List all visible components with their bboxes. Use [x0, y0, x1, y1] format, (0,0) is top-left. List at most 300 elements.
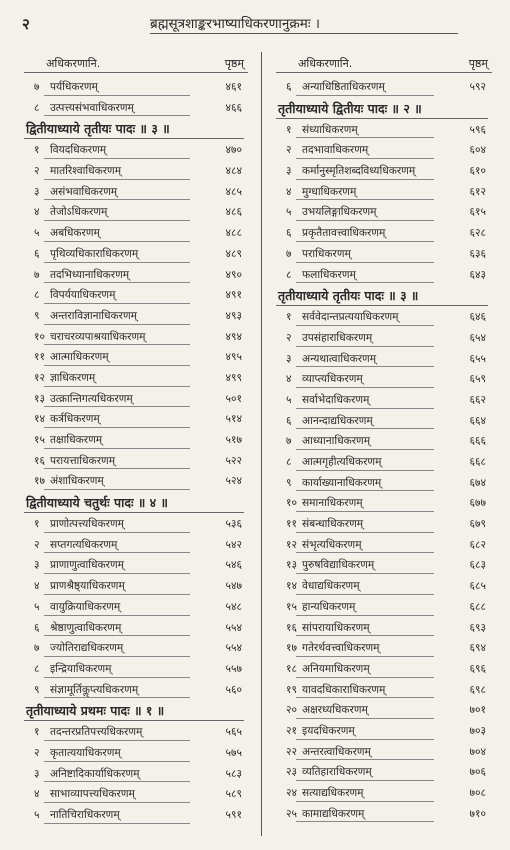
row-rule	[44, 532, 190, 533]
item-number: ६	[34, 621, 40, 634]
item-number: १०	[34, 330, 46, 343]
row-rule	[296, 821, 434, 822]
item-page: ५७५	[225, 746, 242, 759]
item-name: उत्पत्त्यसंभवाधिकरणम्	[50, 101, 134, 114]
item-page: ६८५	[469, 580, 486, 593]
item-number: १२	[34, 371, 46, 384]
column-header-name: अधिकरणानि.	[298, 57, 353, 70]
item-number: २३	[286, 766, 298, 779]
row-rule	[296, 262, 434, 263]
item-page: ६७९	[469, 518, 486, 531]
list-item	[276, 783, 492, 804]
item-number: ७	[34, 642, 40, 655]
list-item	[24, 659, 248, 680]
left-items-c	[24, 514, 248, 700]
row-rule	[296, 158, 434, 159]
row-rule	[44, 158, 190, 159]
item-page: ४९१	[225, 289, 242, 302]
item-number: ८	[286, 456, 292, 468]
row-rule	[296, 739, 434, 740]
item-number: ४	[286, 185, 292, 198]
item-name: उत्क्रान्तिगत्यधिकरणम्	[50, 392, 133, 405]
item-page: ५६०	[225, 683, 242, 696]
item-number: १७	[286, 642, 298, 655]
list-item	[276, 721, 492, 742]
item-page: ५४८	[225, 600, 242, 613]
row-rule	[44, 344, 190, 345]
row-rule	[44, 823, 190, 824]
row-rule	[44, 179, 190, 180]
list-item	[24, 347, 248, 368]
item-number: ११	[286, 518, 298, 531]
item-page: ४६१	[225, 81, 242, 93]
list-item	[24, 576, 248, 597]
item-page: ६६८	[469, 456, 486, 468]
row-rule	[44, 282, 190, 283]
list-item	[276, 762, 492, 783]
item-name: समानाधिकरणम्	[302, 497, 363, 510]
right-column	[276, 52, 492, 824]
right-items-c	[276, 307, 492, 824]
row-rule	[296, 532, 434, 533]
item-name: संध्याधिकरणम्	[302, 123, 358, 136]
item-page: ५५४	[225, 621, 242, 634]
item-name: अन्तरत्वाधिकरणम्	[302, 745, 371, 758]
row-rule	[44, 781, 190, 782]
list-item	[276, 182, 492, 203]
item-number: १५	[34, 434, 46, 446]
list-item	[276, 328, 492, 349]
section-title: द्वितीयाध्याये चतुर्थः पादः ॥ ४ ॥	[26, 495, 169, 511]
row-rule	[296, 179, 434, 180]
item-number: १६	[286, 621, 298, 634]
item-page: ६६२	[469, 393, 486, 406]
right-items-a	[276, 77, 492, 98]
item-page: ६९४	[469, 642, 486, 655]
left-items-d	[24, 722, 248, 825]
item-number: १४	[34, 413, 46, 426]
list-item	[276, 700, 492, 721]
item-name: आध्यानाधिकरणम्	[302, 435, 371, 448]
row-rule	[44, 552, 190, 553]
item-name: अन्यथात्वाधिकरणम्	[302, 352, 377, 365]
list-item	[24, 555, 248, 576]
item-name: व्यतिहाराधिकरणम्	[302, 766, 372, 779]
row-rule	[296, 759, 434, 760]
item-number: २	[34, 746, 40, 759]
item-name: पर्यधिकरणम्	[50, 81, 98, 93]
item-name: संज्ञामूर्तिकॢप्त्यधिकरणम्	[50, 683, 139, 696]
row-rule	[296, 697, 434, 698]
item-name: ज्योतिराद्यधिकरणम्	[50, 642, 124, 655]
item-name: उभयलिङ्गाधिकरणम्	[302, 206, 377, 219]
list-item	[24, 680, 248, 701]
item-page: ६८३	[469, 559, 486, 572]
item-name: प्राणश्रैष्ठ्याधिकरणम्	[50, 580, 125, 593]
item-name: इन्द्रियाधिकरणम्	[50, 662, 112, 675]
item-number: १	[286, 311, 292, 324]
left-items-a	[24, 77, 248, 118]
page-header	[0, 14, 510, 38]
item-name: आनन्दाद्यधिकरणम्	[302, 414, 373, 427]
row-rule	[296, 241, 434, 242]
row-rule	[44, 220, 190, 221]
right-column-header	[276, 52, 492, 73]
item-page: ६२८	[469, 227, 486, 240]
list-item	[276, 349, 492, 370]
item-name: सप्तगत्यधिकरणम्	[50, 538, 118, 551]
item-number: २०	[286, 704, 298, 717]
item-name: तदभावाधिकरणम्	[302, 144, 369, 157]
list-item	[276, 202, 492, 223]
item-number: १२	[286, 538, 298, 551]
item-page: ४६६	[225, 101, 242, 114]
list-item	[24, 368, 248, 389]
row-rule	[296, 573, 434, 574]
item-page: ६९८	[469, 683, 486, 696]
item-name: अन्तराविज्ञानाधिकरणम्	[50, 309, 137, 322]
item-name: पराधिकरणम्	[302, 247, 351, 260]
row-rule	[44, 448, 190, 449]
item-page: ६७४	[469, 476, 486, 489]
item-number: ९	[34, 309, 40, 322]
row-rule	[44, 656, 190, 657]
list-item	[276, 265, 492, 286]
row-rule	[44, 115, 190, 116]
item-number: ८	[286, 268, 292, 281]
list-item	[276, 223, 492, 244]
list-item	[276, 742, 492, 763]
item-number: ५	[34, 809, 40, 821]
item-number: ९	[34, 683, 40, 696]
item-number: ३	[34, 767, 40, 780]
item-number: ११	[34, 351, 46, 364]
item-name: हान्यधिकरणम्	[302, 600, 356, 613]
item-name: कर्त्रधिकरणम्	[50, 413, 100, 426]
row-rule	[44, 615, 190, 616]
item-number: १०	[286, 497, 298, 510]
page-number: २	[22, 15, 30, 33]
list-item	[24, 202, 248, 223]
list-item	[276, 804, 492, 825]
list-item	[276, 493, 492, 514]
item-page: ५१४	[225, 413, 242, 426]
row-rule	[44, 324, 190, 325]
row-rule	[296, 220, 434, 221]
list-item	[24, 98, 248, 119]
item-name: संभृत्यधिकरणम्	[302, 538, 362, 551]
list-item	[276, 618, 492, 639]
item-page: ६८८	[469, 600, 486, 613]
item-name: संबन्धाधिकरणम्	[302, 518, 364, 531]
item-page: ५२४	[225, 475, 242, 488]
item-number: २५	[286, 807, 298, 820]
header-rule	[24, 72, 248, 73]
item-name: विपर्ययाधिकरणम्	[50, 289, 116, 302]
list-item	[24, 389, 248, 410]
item-page: ४७०	[225, 144, 242, 157]
item-number: ६	[286, 81, 292, 93]
item-number: २	[34, 538, 40, 551]
item-name: आत्माधिकरणम्	[50, 351, 109, 364]
page-title: ब्रह्मसूत्रशाङ्करभाष्याधिकरणानुक्रमः ।	[150, 16, 320, 32]
item-name: उपसंहाराधिकरणम्	[302, 331, 373, 344]
row-rule	[296, 449, 434, 450]
item-page: ५९२	[469, 81, 486, 93]
list-item	[24, 77, 248, 98]
row-rule	[44, 95, 190, 96]
item-page: ४८८	[225, 227, 242, 240]
list-item	[276, 597, 492, 618]
list-item	[276, 638, 492, 659]
item-name: अक्षरध्यधिकरणम्	[302, 704, 368, 717]
item-page: ६१०	[469, 165, 486, 178]
row-rule	[296, 656, 434, 657]
section-title: तृतीयाध्याये द्वितीयः पादः ॥ २ ॥	[278, 100, 422, 116]
item-number: १८	[286, 662, 298, 675]
item-page: ४९०	[225, 268, 242, 281]
row-rule	[44, 241, 190, 242]
item-page: ७०८	[469, 787, 486, 799]
row-rule	[44, 635, 190, 636]
item-name: वायुक्रियाधिकरणम्	[50, 600, 121, 613]
list-item	[24, 223, 248, 244]
item-name: तदन्तरप्रतिपत्त्यधिकरणम्	[50, 726, 143, 739]
item-name: अंशाधिकरणम्	[50, 475, 104, 488]
section-heading	[276, 285, 492, 307]
item-number: २	[286, 144, 292, 157]
item-page: ५४२	[225, 538, 242, 551]
item-name: वियदधिकरणम्	[50, 144, 107, 157]
item-number: ८	[34, 101, 40, 114]
list-item	[276, 473, 492, 494]
list-item	[24, 451, 248, 472]
row-rule	[296, 635, 434, 636]
item-page: ५१७	[225, 434, 242, 446]
item-number: १६	[34, 454, 46, 467]
item-name: अन्याधिष्ठिताधिकरणम्	[302, 81, 385, 93]
item-name: प्रकृतैतावत्त्वाधिकरणम्	[302, 227, 386, 240]
section-title: तृतीयाध्याये तृतीयः पादः ॥ ३ ॥	[278, 288, 419, 304]
item-page: ५९६	[469, 123, 486, 136]
row-rule	[296, 95, 434, 96]
item-page: ७०३	[469, 724, 486, 737]
row-rule	[296, 780, 434, 781]
item-number: ६	[34, 247, 40, 260]
column-header-name: अधिकरणानि.	[46, 57, 101, 70]
item-name: सत्याद्यधिकरणम्	[302, 787, 364, 799]
item-name: प्राणाणुत्वाधिकरणम्	[50, 559, 124, 572]
item-name: पृथिव्यधिकाराधिकरणम्	[50, 247, 139, 260]
item-number: १९	[286, 683, 298, 696]
item-name: ज्ञाधिकरणम्	[50, 371, 96, 384]
list-item	[276, 244, 492, 265]
row-rule	[296, 594, 434, 595]
item-number: ३	[286, 352, 292, 365]
list-item	[276, 535, 492, 556]
list-item	[24, 140, 248, 161]
list-item	[24, 265, 248, 286]
row-rule	[296, 346, 434, 347]
row-rule	[296, 325, 434, 326]
item-page: ६६४	[469, 414, 486, 427]
item-number: २२	[286, 745, 298, 758]
item-number: ४	[286, 373, 292, 386]
item-number: १५	[286, 600, 298, 613]
list-item	[24, 618, 248, 639]
item-name: फलाधिकरणम्	[302, 268, 356, 281]
item-number: ४	[34, 788, 40, 801]
item-page: ५८९	[225, 788, 242, 801]
item-page: ५४६	[225, 559, 242, 572]
item-name: सर्वाभेदाधिकरणम्	[302, 393, 370, 406]
item-name: नातिचिराधिकरणम्	[50, 809, 120, 821]
section-heading	[24, 492, 248, 514]
row-rule	[44, 406, 190, 407]
list-item	[24, 743, 248, 764]
column-header-page: पृष्ठम्	[468, 57, 488, 70]
section-heading	[24, 700, 248, 722]
item-page: ६६६	[469, 435, 486, 448]
item-number: २	[286, 331, 292, 344]
item-number: २४	[286, 787, 298, 799]
item-name: मातरिश्वाधिकरणम्	[50, 165, 122, 178]
item-name: गतेरर्थवत्त्वाधिकरणम्	[302, 642, 380, 655]
item-name: कामाद्यधिकरणम्	[302, 807, 365, 820]
row-rule	[44, 573, 190, 574]
list-item	[24, 805, 248, 826]
item-name: यावदधिकाराधिकरणम्	[302, 683, 386, 696]
row-rule	[296, 552, 434, 553]
item-name: साभाव्यापत्त्यधिकरणम्	[50, 788, 135, 801]
item-number: ३	[34, 185, 40, 198]
row-rule	[44, 427, 190, 428]
item-name: तदभिध्यानाधिकरणम्	[50, 268, 130, 281]
item-name: कार्याख्यानाधिकरणम्	[302, 476, 382, 489]
row-rule	[44, 303, 190, 304]
item-number: ५	[34, 600, 40, 613]
left-column	[24, 52, 248, 826]
item-number: ६	[286, 227, 292, 240]
item-page: ५०१	[225, 392, 242, 405]
list-item	[276, 452, 492, 473]
item-page: ७०१	[469, 704, 486, 717]
item-number: ४	[34, 580, 40, 593]
list-item	[276, 411, 492, 432]
row-rule	[296, 490, 434, 491]
row-rule	[296, 199, 434, 200]
list-item	[276, 120, 492, 141]
item-number: ७	[286, 247, 292, 260]
item-number: ८	[34, 662, 40, 675]
item-number: १	[286, 123, 292, 136]
list-item	[24, 638, 248, 659]
item-number: ४	[34, 206, 40, 219]
list-item	[276, 514, 492, 535]
item-number: १४	[286, 580, 298, 593]
row-rule	[296, 677, 434, 678]
item-number: ८	[34, 289, 40, 302]
item-page: ४९९	[225, 371, 242, 384]
item-number: १३	[34, 392, 46, 405]
item-number: ७	[286, 435, 292, 448]
item-name: तेजोऽधिकरणम्	[50, 206, 108, 219]
item-page: ५६५	[225, 726, 242, 739]
list-item	[24, 306, 248, 327]
left-column-header	[24, 52, 248, 73]
item-number: १	[34, 144, 40, 157]
item-name: अनिष्टादिकार्याधिकरणम्	[50, 767, 140, 780]
item-number: ५	[34, 227, 40, 240]
list-item	[276, 77, 492, 98]
list-item	[276, 555, 492, 576]
item-number: २	[34, 165, 40, 178]
item-page: ४९३	[225, 309, 242, 322]
item-page: ४९५	[225, 351, 242, 364]
list-item	[276, 680, 492, 701]
item-page: ६१२	[469, 185, 486, 198]
item-page: ६४६	[469, 311, 486, 324]
right-items-b	[276, 120, 492, 286]
row-rule	[44, 386, 190, 387]
item-name: सर्ववेदान्तप्रत्ययाधिकरणम्	[302, 311, 399, 324]
item-number: ५	[286, 206, 292, 219]
item-page: ५३६	[225, 518, 242, 531]
row-rule	[296, 615, 434, 616]
list-item	[276, 161, 492, 182]
item-page: ४८९	[225, 247, 242, 260]
list-item	[24, 327, 248, 348]
list-item	[276, 390, 492, 411]
list-item	[24, 722, 248, 743]
item-page: ५४७	[225, 580, 242, 593]
row-rule	[44, 802, 190, 803]
section-title: तृतीयाध्याये प्रथमः पादः ॥ १ ॥	[26, 703, 165, 719]
row-rule	[44, 489, 190, 490]
item-name: असंभवाधिकरणम्	[50, 185, 118, 198]
item-name: चराचरव्यपाश्रयाधिकरणम्	[50, 330, 146, 343]
list-item	[24, 161, 248, 182]
item-name: पुरुषविद्याधिकरणम्	[302, 559, 375, 572]
item-page: ४८४	[225, 165, 242, 178]
row-rule	[296, 387, 434, 388]
row-rule	[44, 761, 190, 762]
list-item	[24, 471, 248, 492]
list-item	[24, 182, 248, 203]
section-heading	[276, 98, 492, 120]
item-page: ७०४	[469, 745, 486, 758]
item-name: सांपरायाधिकरणम्	[302, 621, 370, 634]
item-name: परायत्ताधिकरणम्	[50, 454, 116, 467]
row-rule	[296, 366, 434, 367]
list-item	[24, 784, 248, 805]
section-heading	[24, 118, 248, 140]
item-page: ६३६	[469, 247, 486, 260]
row-rule	[296, 428, 434, 429]
row-rule	[44, 468, 190, 469]
list-item	[24, 409, 248, 430]
row-rule	[44, 365, 190, 366]
list-item	[276, 431, 492, 452]
list-item	[24, 514, 248, 535]
item-number: ६	[286, 414, 292, 427]
row-rule	[44, 697, 190, 698]
item-number: १३	[286, 559, 298, 572]
list-item	[276, 140, 492, 161]
list-item	[24, 535, 248, 556]
item-number: ५	[286, 393, 292, 406]
item-number: १	[34, 518, 40, 531]
